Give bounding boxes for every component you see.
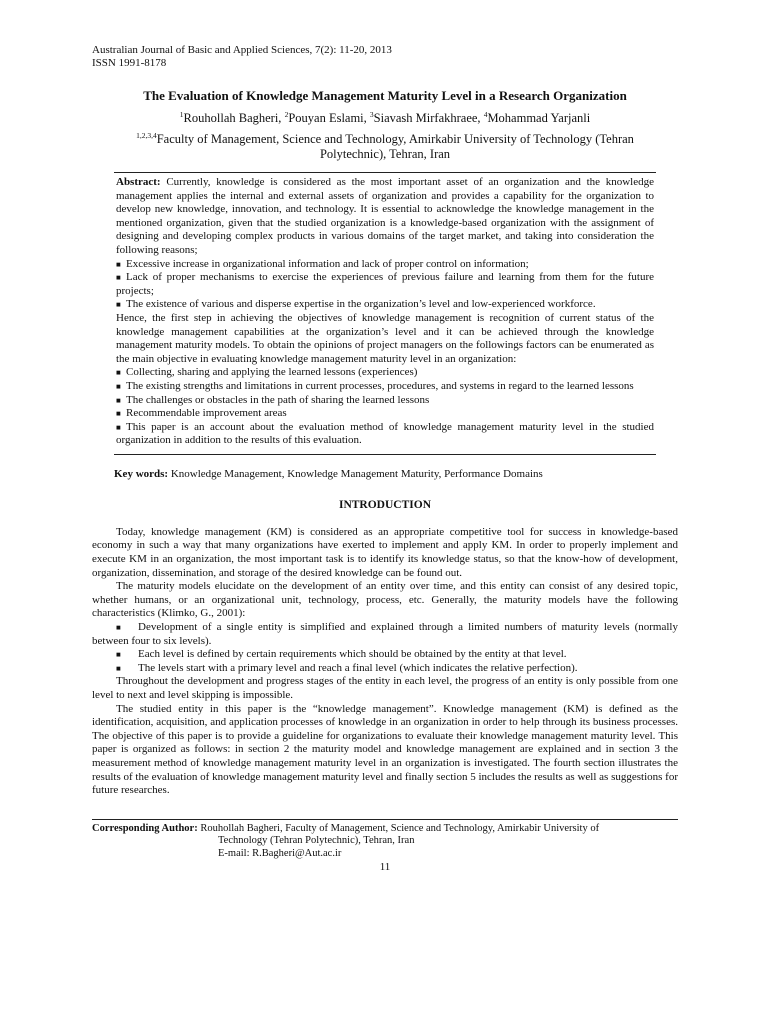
- list-item-text: Lack of proper mechanisms to exercise the experiences of previous failure and learning from them for the future projects;: [116, 271, 654, 297]
- page-number: 11: [379, 861, 391, 874]
- section-heading-introduction: INTRODUCTION: [338, 498, 431, 511]
- list-item: [116, 380, 654, 394]
- corresponding-label: Corresponding Author:: [92, 822, 198, 834]
- list-item: [116, 366, 654, 380]
- body-paragraph: Throughout the development and progress stages of the entity in each level, the progress of an entity is only possible from one level to next and level skipping is impossible.: [92, 675, 678, 701]
- author-marker: 3: [369, 109, 374, 119]
- bullet-icon: ■: [116, 273, 121, 283]
- bullet-icon: ■: [116, 381, 121, 391]
- author-name: Rouhollah Bagheri,: [183, 111, 285, 125]
- list-item-text: The existing strengths and limitations in current processes, procedures, and systems in regard to the learned lessons: [126, 379, 634, 392]
- issn: ISSN 1991-8178: [92, 57, 167, 69]
- bullet-icon: ■: [116, 650, 121, 660]
- corresponding-email: E-mail: R.Bagheri@Aut.ac.ir: [218, 847, 342, 859]
- abstract-text: Currently, knowledge is considered as the most important asset of an organization and the knowledge management applies the internal and external assets of organization and provides a capability for the organization to develop new knowledge, innovation, and technology. It is essential to acknowledge the knowledge management in the mentioned organization, given that the studied organization is a knowledge-based organization with the assignment of designing and developing complex products in various domains of the target market, and taking into consideration the following reasons;: [116, 176, 654, 256]
- author-name: Siavash Mirfakhraee,: [373, 111, 484, 125]
- bullet-icon: ■: [116, 368, 121, 378]
- list-item: [116, 421, 654, 448]
- list-item: [92, 621, 678, 648]
- list-item: [116, 407, 654, 421]
- list-item-text: Collecting, sharing and applying the learned lessons (experiences): [126, 366, 418, 379]
- keywords: [114, 467, 656, 481]
- list-item-text: The levels start with a primary level and reach a final level (which indicates the relative perfection).: [138, 661, 578, 674]
- author-marker: 4: [483, 109, 488, 119]
- bullet-icon: ■: [116, 663, 121, 673]
- paper-title: The Evaluation of Knowledge Management Maturity Level in a Research Organization: [143, 88, 627, 103]
- list-item-text: Recommendable improvement areas: [126, 407, 287, 420]
- list-item-text: The challenges or obstacles in the path of sharing the learned lessons: [126, 393, 430, 406]
- author-name: Mohammad Yarjanli: [487, 111, 591, 125]
- list-item: [92, 648, 678, 662]
- bullet-icon: ■: [116, 395, 121, 405]
- body-paragraph: The maturity models elucidate on the development of an entity over time, and this entity can consist of any desired topic, whether humans, or an organizational unit, technology, process, etc. Generally, the maturity models have the following characteristics (Klimko, G., 2001):: [92, 580, 678, 620]
- keywords-label: Key words:: [114, 467, 169, 480]
- affiliation: [92, 132, 678, 162]
- list-item-text: Each level is defined by certain requirements which should be obtained by the entity at that level.: [138, 648, 567, 661]
- footer-divider: [92, 819, 678, 820]
- list-item-text: This paper is an account about the evaluation method of knowledge management maturity level in the studied organization in addition to the results of this evaluation.: [116, 420, 654, 447]
- paper-page: [92, 44, 678, 873]
- bullet-icon: ■: [116, 409, 121, 419]
- author-marker: 1: [179, 109, 184, 119]
- list-item-text: The existence of various and disperse expertise in the organization’s level and low-experienced workforce.: [126, 298, 596, 311]
- corresponding-text: Rouhollah Bagheri, Faculty of Management, Science and Technology, Amirkabir University of: [197, 822, 600, 834]
- affiliation-line: Polytechnic), Tehran, Iran: [319, 147, 451, 161]
- abstract-block: [114, 172, 656, 455]
- abstract-intro: [116, 176, 654, 258]
- bullet-icon: ■: [116, 623, 121, 633]
- list-item: [92, 662, 678, 676]
- author-marker: 2: [284, 109, 289, 119]
- keywords-text: Knowledge Management, Knowledge Management Maturity, Performance Domains: [168, 467, 543, 480]
- list-item: [116, 394, 654, 408]
- affiliation-line: Faculty of Management, Science and Technology, Amirkabir University of Technology (Tehran: [156, 132, 634, 146]
- abstract-label: Abstract:: [116, 176, 161, 188]
- affiliation-marker: 1,2,3,4: [136, 130, 157, 140]
- list-item: [116, 298, 654, 312]
- corresponding-line: Technology (Tehran Polytechnic), Tehran, Iran: [218, 835, 415, 847]
- journal-citation: Australian Journal of Basic and Applied Sciences, 7(2): 11-20, 2013: [92, 44, 392, 56]
- corresponding-line: [92, 823, 678, 836]
- body-paragraph: The studied entity in this paper is the “knowledge management”. Knowledge management (KM) is defined as the identification, acquisition, and application processes of knowledge in an organization in order to help through its business processes. The objective of this paper is to provide a guideline for organizations to evaluate their knowledge management maturity level. This paper is organized as follows: in section 2 the maturity model and knowledge management are explained and in section 3 the measurement method of knowledge management maturity level in an organization is investigated. The fourth section illustrates the results of the evaluation of knowledge management maturity level and finally section 5 includes the results as well as suggestions for future researches.: [92, 702, 678, 797]
- abstract-paragraph: Hence, the first step in achieving the objectives of knowledge management is recognition of current status of the knowledge management capabilities at the organization’s level and it can be achieved through the knowledge management maturity models. To obtain the opinions of project managers on the followings factors can be enumerated as the main objective in evaluating knowledge management maturity level in an organization:: [116, 311, 654, 365]
- author-list: [92, 110, 678, 126]
- list-item: [116, 271, 654, 298]
- bullet-icon: ■: [116, 259, 121, 269]
- introduction-body: [92, 526, 678, 798]
- list-item: [116, 258, 654, 272]
- list-item-text: Excessive increase in organizational information and lack of proper control on information;: [126, 257, 529, 270]
- bullet-icon: ■: [116, 422, 121, 432]
- list-item-text: Development of a single entity is simplified and explained through a limited numbers of maturity levels (normally between four to six levels).: [92, 621, 678, 647]
- body-paragraph: Today, knowledge management (KM) is considered as an appropriate competitive tool for success in knowledge-based economy in such a way that many organizations have exerted to implement and apply KM. In order to properly implement and execute KM in an organization, the most important task is to identify its knowledge status, so that the know-how of development, organization, dissemination, and storage of the desired knowledge can be found out.: [92, 525, 678, 579]
- bullet-icon: ■: [116, 300, 121, 310]
- corresponding-author: [92, 823, 678, 861]
- author-name: Pouyan Eslami,: [288, 111, 370, 125]
